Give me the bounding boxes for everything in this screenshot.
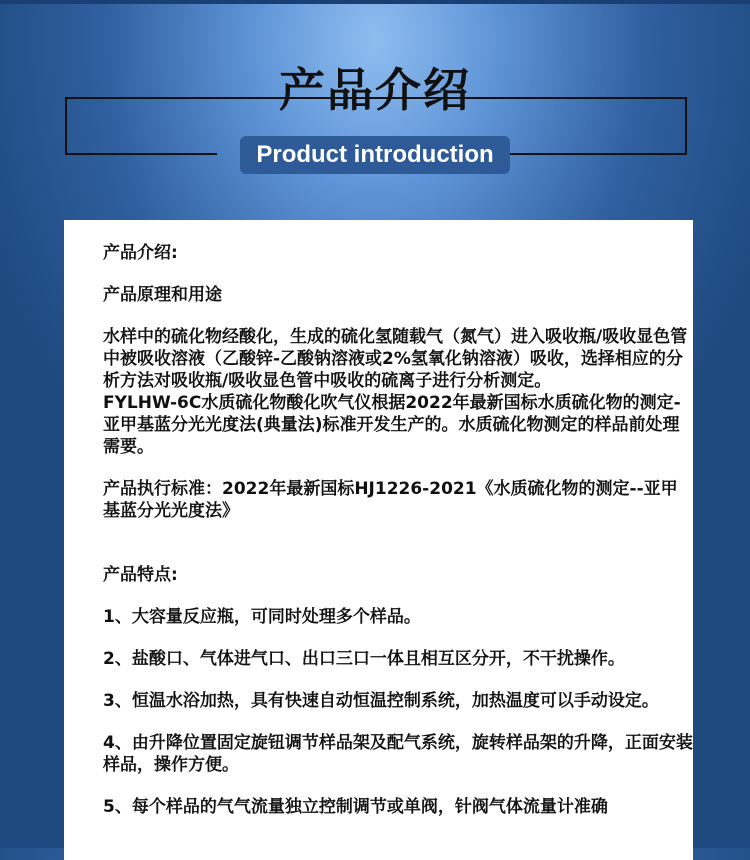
feature-item: 5、每个样品的气气流量独立控制调节或单阀，针阀气体流量计准确 — [103, 797, 608, 817]
feature-item: 4、由升降位置固定旋钮调节样品架及配气系统，旋转样品架的升降，正面安装样品，操作方便。 — [103, 733, 693, 775]
principle-text: 水样中的硫化物经酸化，生成的硫化氢随载气（氮气）进入吸收瓶/吸收显色管中被吸收溶液（乙酸锌-乙酸钠溶液或2%氢氧化钠溶液）吸收，选择相应的分析方法对吸收瓶/吸收显色管中吸收的硫离子进行分析测定。 — [103, 327, 688, 391]
feature-item: 1、大容量反应瓶，可同时处理多个样品。 — [103, 607, 421, 627]
feature-item: 3、恒温水浴加热，具有快速自动恒温控制系统，加热温度可以手动设定。 — [103, 691, 659, 711]
principle-heading: 产品原理和用途 — [103, 285, 222, 305]
top-border — [0, 0, 750, 4]
standard-text: 产品执行标准：2022年最新国标HJ1226-2021《水质硫化物的测定--亚甲基蓝分光光度法》 — [103, 479, 678, 521]
feature-item: 2、盐酸口、气体进气口、出口三口一体且相互区分开，不干扰操作。 — [103, 649, 625, 669]
content-body — [103, 240, 693, 818]
features-heading: 产品特点: — [103, 565, 178, 585]
product-text: FYLHW-6C水质硫化物酸化吹气仪根据2022年最新国标水质硫化物的测定-亚甲基蓝分光光度法(典量法)标准开发生产的。水质硫化物测定的样品前处理需要。 — [103, 393, 681, 457]
subtitle-row — [0, 136, 750, 174]
page-title-row — [0, 60, 750, 120]
subtitle-badge: Product introduction — [240, 136, 509, 174]
page-title: 产品介绍 — [279, 63, 471, 117]
intro-heading: 产品介绍: — [103, 243, 178, 263]
